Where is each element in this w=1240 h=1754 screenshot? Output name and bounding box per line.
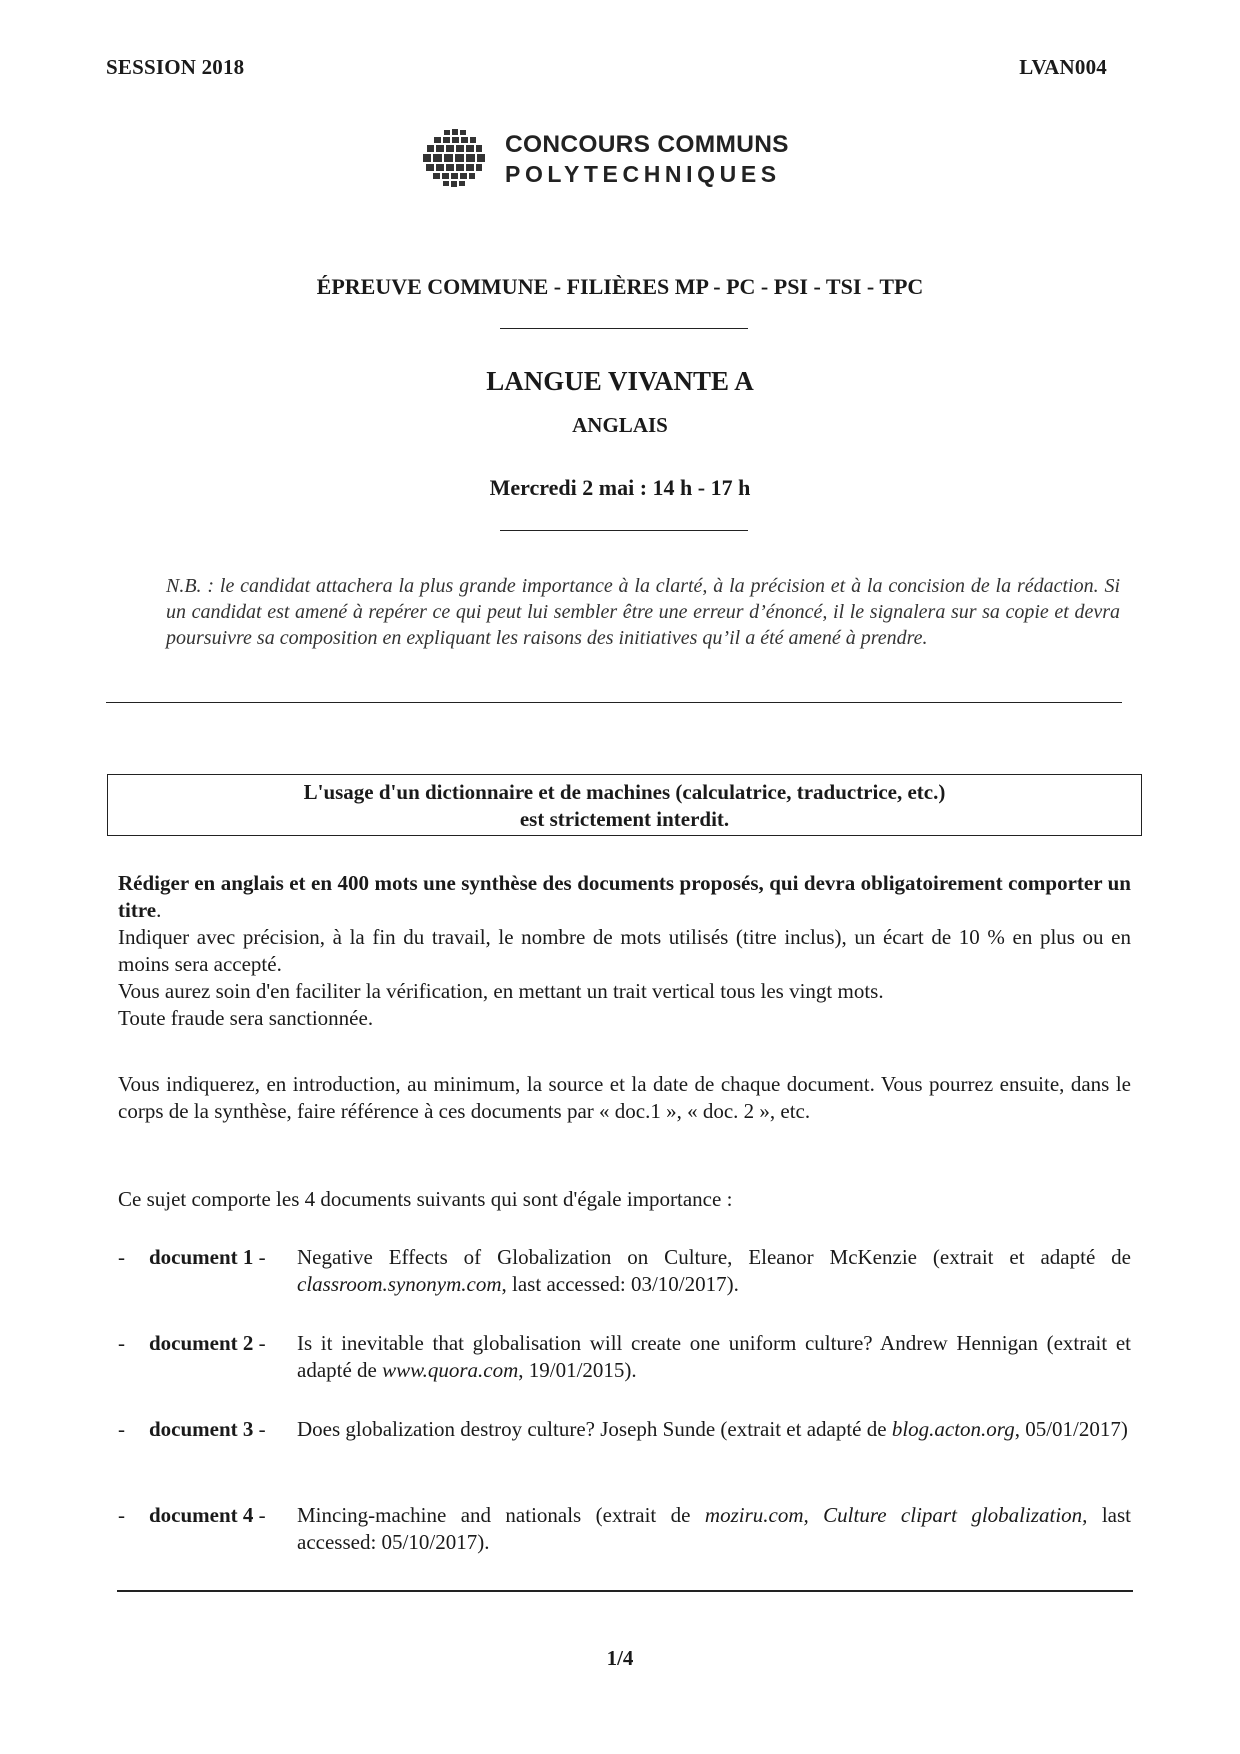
document-label [149, 1416, 266, 1443]
list-dash: - [118, 1503, 125, 1527]
document-tail: , 19/01/2015). [518, 1358, 637, 1382]
introduction-paragraph: Vous indiquerez, en introduction, au minimum, la source et la date de chaque document. Vous pourrez ensuite, dans le corps de la synthèse, faire référence à ces documents par « doc.1 », « doc. 2 », etc. [118, 1072, 1131, 1123]
document-label [149, 1502, 266, 1529]
document-separator: - [253, 1331, 266, 1355]
document-label [149, 1244, 266, 1271]
logo-line-1: CONCOURS COMMUNS [505, 131, 789, 158]
document-reference [297, 1502, 1131, 1556]
exam-date: Mercredi 2 mai : 14 h - 17 h [489, 475, 751, 500]
page-number: 1/4 [606, 1646, 634, 1670]
epreuve-title: ÉPREUVE COMMUNE - FILIÈRES MP - PC - PSI - TSI - TPC [316, 274, 924, 299]
rule-line-2: est strictement interdit. [519, 807, 730, 831]
instruction-fraud: Toute fraude sera sanctionnée. [118, 1006, 374, 1030]
document-reference [297, 1244, 1131, 1298]
footer-divider [117, 1590, 1133, 1592]
document-label [149, 1330, 266, 1357]
instruction-verification: Vous aurez soin d'en faciliter la vérification, en mettant un trait vertical tous les vingt mots. [118, 979, 884, 1003]
nb-divider [106, 702, 1122, 703]
document-tail: last accessed: 05/10/2017). [297, 1503, 1132, 1554]
document-title: Does globalization destroy culture? Joseph Sunde (extrait et adapté de [297, 1417, 892, 1441]
document-title: Mincing-machine and nationals (extrait de [297, 1503, 705, 1527]
document-separator: - [253, 1245, 266, 1269]
session-label: SESSION 2018 [106, 55, 245, 79]
dictionary-rule-box [107, 774, 1142, 836]
list-dash: - [118, 1245, 125, 1269]
document-separator: - [253, 1417, 266, 1441]
document-tail: , last accessed: 03/10/2017). [501, 1272, 739, 1296]
documents-intro: Ce sujet comporte les 4 documents suivants qui sont d'égale importance : [118, 1187, 733, 1211]
title-divider-2 [500, 530, 748, 531]
document-source: classroom.synonym.com [297, 1272, 502, 1296]
globe-logo-icon [420, 128, 490, 190]
list-dash: - [118, 1417, 125, 1441]
document-separator: - [253, 1503, 266, 1527]
subject-title: LANGUE VIVANTE A [486, 366, 754, 396]
document-tail: , 05/01/2017) [1014, 1417, 1128, 1441]
instruction-count: Indiquer avec précision, à la fin du travail, le nombre de mots utilisés (titre inclus), un écart de 10 % en plus ou en moins sera accepté. [118, 925, 1131, 976]
document-reference [297, 1416, 1131, 1443]
document-label-text: document 2 [149, 1331, 254, 1355]
document-title: Is it inevitable that globalisation will create one uniform culture? Andrew Hennigan (extrait et adapté de [297, 1331, 1131, 1382]
document-label-text: document 4 [149, 1503, 254, 1527]
nb-notice: N.B. : le candidat attachera la plus grande importance à la clarté, à la précision et à la concision de la rédaction. Si un candidat est amené à repérer ce qui peut lui sembler être une erreur d’énoncé, il le signalera sur sa copie et devra poursuivre sa composition en expliquant les raisons des initiatives qu’il a été amené à prendre. [166, 575, 1120, 649]
document-source: www.quora.com [382, 1358, 519, 1382]
instruction-main [118, 870, 1131, 924]
exam-code: LVAN004 [1019, 55, 1107, 79]
rule-line-1: L'usage d'un dictionnaire et de machines (calculatrice, traductrice, etc.) [303, 780, 946, 804]
document-label-text: document 1 [149, 1245, 254, 1269]
list-dash: - [118, 1331, 125, 1355]
title-divider-1 [500, 328, 748, 329]
language-title: ANGLAIS [572, 413, 668, 437]
instructions [118, 870, 1131, 1032]
document-label-text: document 3 [149, 1417, 254, 1441]
instruction-main-period: . [156, 898, 162, 922]
instruction-main-text: Rédiger en anglais et en 400 mots une synthèse des documents proposés, qui devra obligatoirement comporter un titre [118, 871, 1131, 922]
ccp-logo [420, 128, 820, 190]
document-source: blog.acton.org [891, 1417, 1015, 1441]
document-source: moziru.com, Culture clipart globalization, [704, 1503, 1088, 1527]
logo-line-2: POLYTECHNIQUES [505, 161, 781, 187]
document-title: Negative Effects of Globalization on Culture, Eleanor McKenzie (extrait et adapté de [297, 1245, 1131, 1269]
document-reference [297, 1330, 1131, 1384]
